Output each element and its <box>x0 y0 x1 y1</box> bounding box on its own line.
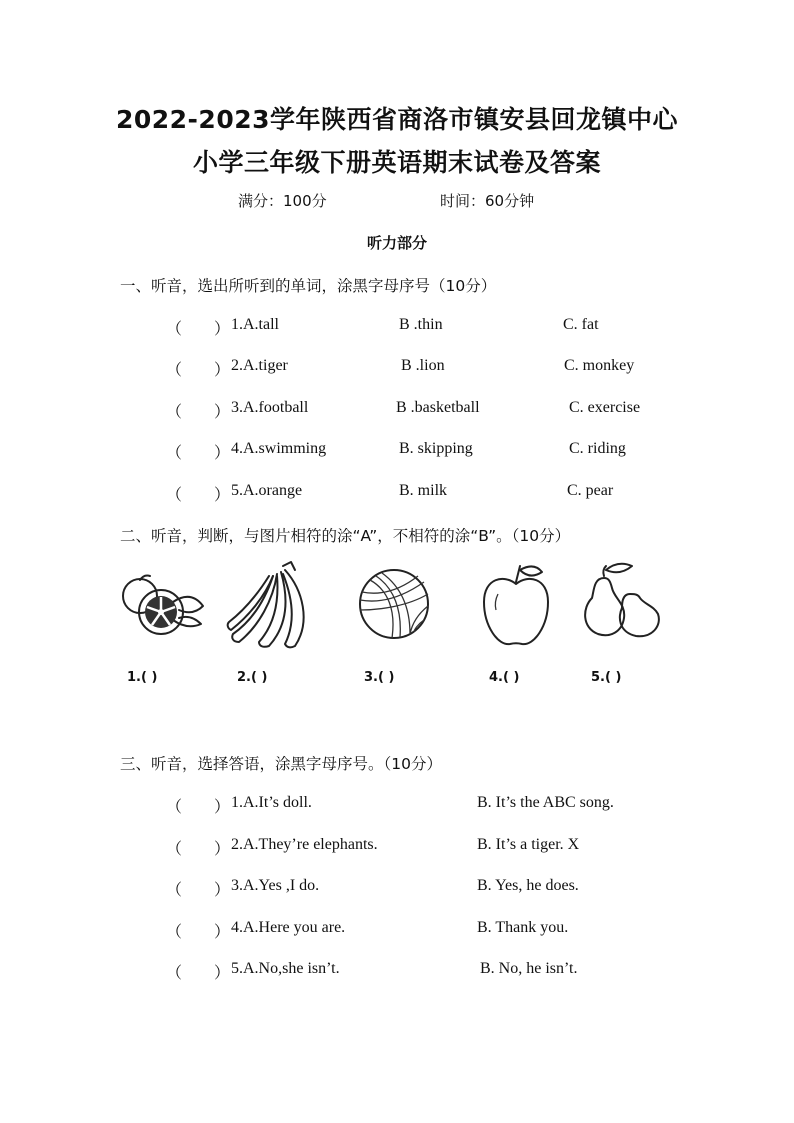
option-a: 2.A.They’re elephants. <box>231 836 378 853</box>
full-score: 满分：100分 <box>238 192 327 210</box>
part3-question-3 <box>0 877 794 901</box>
time-limit: 时间：60分钟 <box>440 192 535 210</box>
part3-question-4 <box>0 919 794 943</box>
option-b: B .lion <box>401 357 445 374</box>
part1-question-5 <box>0 482 794 506</box>
picture-answer-1: 1.( ) <box>127 670 158 685</box>
answer-paren-close: ） <box>214 362 231 379</box>
part3-question-5 <box>0 960 794 984</box>
picture-answer-3: 3.( ) <box>364 670 395 685</box>
option-b: B. It’s the ABC song. <box>477 794 614 811</box>
exam-title-line1: 2022-2023学年陕西省商洛市镇安县回龙镇中心 <box>115 105 679 134</box>
picture-answer-2: 2.( ) <box>237 670 268 685</box>
orange-icon <box>118 560 210 640</box>
option-c: C. fat <box>563 316 599 333</box>
part1-question-2 <box>0 357 794 381</box>
option-b: B .thin <box>399 316 443 333</box>
option-b: B. milk <box>399 482 448 499</box>
option-b: B. Yes, he does. <box>477 877 579 894</box>
part2-heading: 二、听音，判断，与图片相符的涂“A”，不相符的涂“B”。（10分） <box>120 527 571 545</box>
answer-paren-open: （ <box>166 321 183 338</box>
answer-paren-close: ） <box>214 487 231 504</box>
answer-paren-open: （ <box>166 924 183 941</box>
answer-paren-open: （ <box>166 404 183 421</box>
answer-paren-open: （ <box>166 799 183 816</box>
option-b: B. skipping <box>399 440 473 457</box>
option-a: 3.A.football <box>231 399 309 416</box>
option-b: B .basketball <box>396 399 480 416</box>
picture-answer-5: 5.( ) <box>591 670 622 685</box>
option-b: B. Thank you. <box>477 919 569 936</box>
section-title: 听力部分 <box>366 234 427 252</box>
picture-row <box>0 560 794 660</box>
answer-paren-close: ） <box>214 799 231 816</box>
option-c: C. pear <box>567 482 614 499</box>
picture-answer-4: 4.( ) <box>489 670 520 685</box>
answer-paren-close: ） <box>214 924 231 941</box>
answer-paren-close: ） <box>214 445 231 462</box>
answer-paren-close: ） <box>214 882 231 899</box>
option-a: 5.A.No,she isn’t. <box>231 960 340 977</box>
option-a: 4.A.Here you are. <box>231 919 346 936</box>
pear-icon <box>578 560 664 640</box>
part3-question-1 <box>0 794 794 818</box>
answer-paren-close: ） <box>214 321 231 338</box>
answer-paren-open: （ <box>166 487 183 504</box>
answer-paren-open: （ <box>166 882 183 899</box>
banana-icon <box>225 560 317 652</box>
part1-heading: 一、听音，选出所听到的单词，涂黑字母序号（10分） <box>120 277 497 295</box>
option-a: 3.A.Yes ,I do. <box>231 877 320 894</box>
part3-question-2 <box>0 836 794 860</box>
answer-paren-close: ） <box>214 965 231 982</box>
exam-title-line2: 小学三年级下册英语期末试卷及答案 <box>192 148 601 177</box>
option-a: 1.A.tall <box>231 316 279 333</box>
option-a: 4.A.swimming <box>231 440 327 457</box>
apple-icon <box>478 560 554 650</box>
option-c: C. monkey <box>564 357 635 374</box>
answer-paren-open: （ <box>166 362 183 379</box>
ball-icon <box>352 560 436 644</box>
option-b: B. It’s a tiger. X <box>477 836 580 853</box>
part3-heading: 三、听音，选择答语，涂黑字母序号。（10分） <box>120 755 442 773</box>
option-a: 1.A.It’s doll. <box>231 794 312 811</box>
part1-question-4 <box>0 440 794 464</box>
answer-paren-open: （ <box>166 445 183 462</box>
option-c: C. riding <box>569 440 626 457</box>
answer-paren-close: ） <box>214 841 231 858</box>
option-b: B. No, he isn’t. <box>480 960 578 977</box>
option-a: 2.A.tiger <box>231 357 288 374</box>
answer-paren-open: （ <box>166 965 183 982</box>
answer-paren-close: ） <box>214 404 231 421</box>
option-c: C. exercise <box>569 399 641 416</box>
option-a: 5.A.orange <box>231 482 303 499</box>
part1-question-1 <box>0 316 794 340</box>
part1-question-3 <box>0 399 794 423</box>
answer-paren-open: （ <box>166 841 183 858</box>
